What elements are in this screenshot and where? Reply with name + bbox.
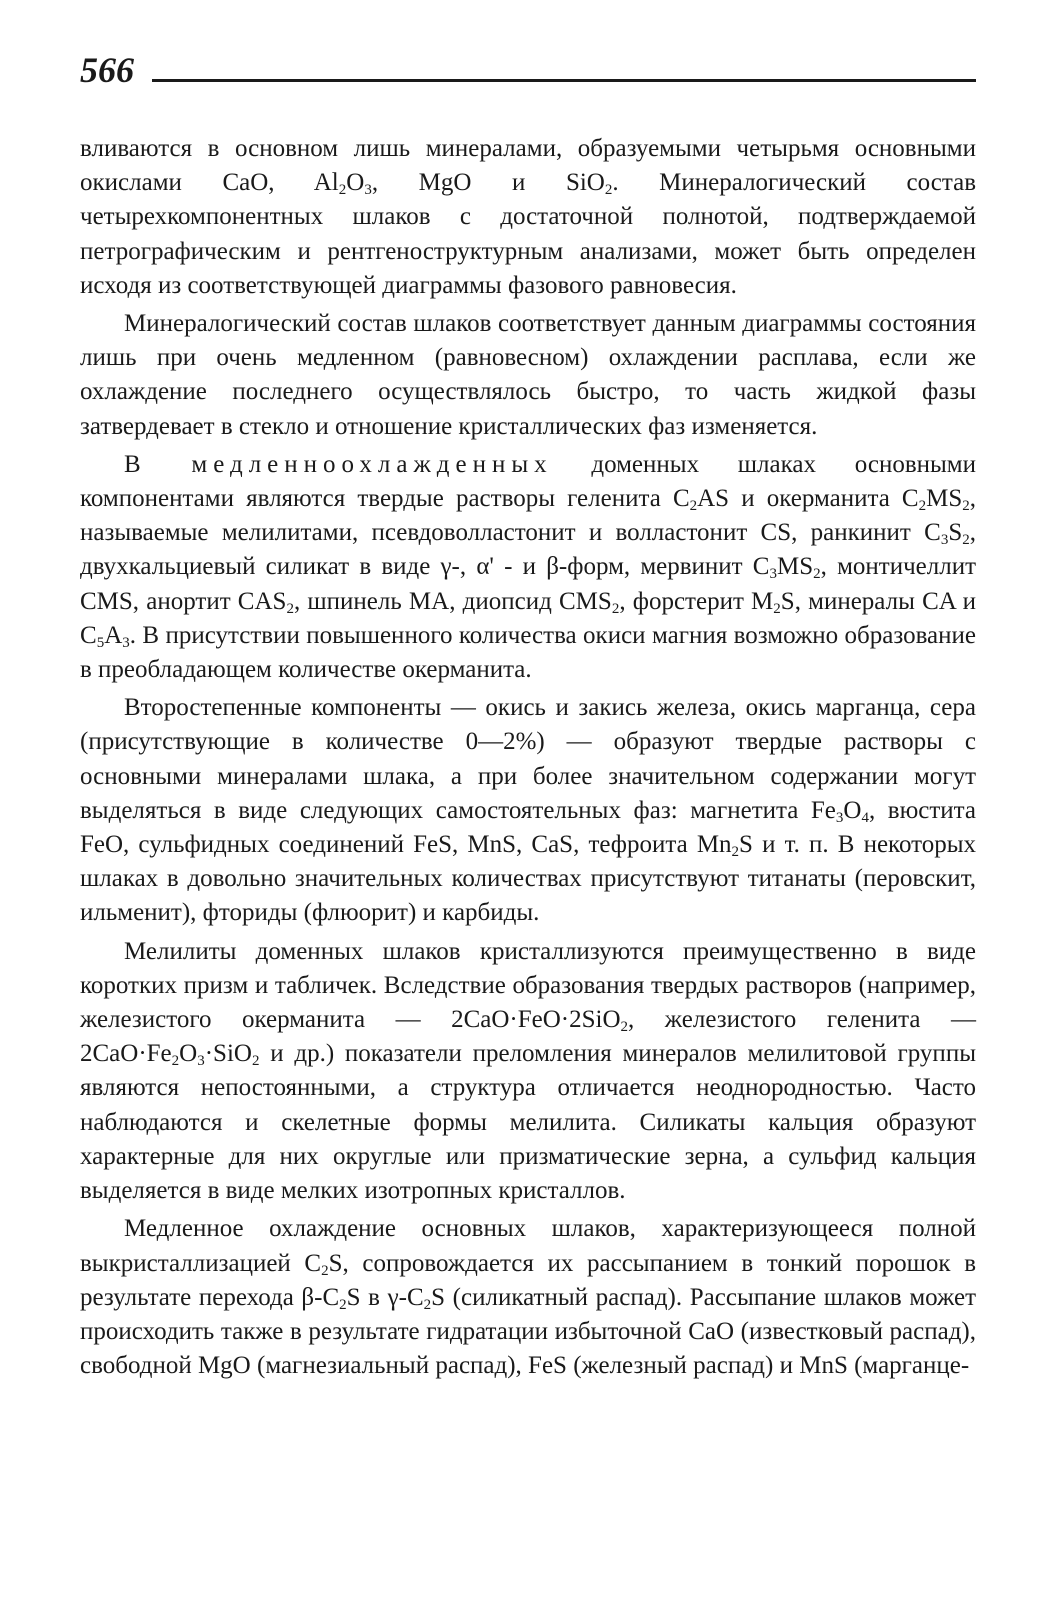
- text-run: , двухкальциевый силикат в виде γ-, α' - и β-форм, мервинит C: [80, 519, 976, 581]
- text-run: S и т. п. В некоторых шлаках в довольно значительных количествах присутствуют титанаты (перовскит, ильменит), фториды (флюорит) и карбиды.: [80, 831, 977, 927]
- subscript: 3: [197, 1053, 205, 1070]
- subscript: 2: [962, 531, 970, 548]
- text-run: MS: [776, 553, 814, 581]
- text-run: S: [948, 519, 963, 547]
- subscript: 2: [813, 566, 821, 583]
- text-run: O: [346, 169, 365, 197]
- text-run: Второстепенные компоненты — окись и закись железа, окись марганца, сера (присутствующие в количестве 0—2%) — образуют твердые растворы с основными минералами шлака, а при более значительном содержании могут выделяться в виде следующих самостоятельных фаз: магнетита Fe: [80, 694, 976, 824]
- paragraph: [80, 935, 976, 1209]
- subscript: 2: [286, 600, 294, 617]
- text-run: вливаются в основном лишь минералами, образуемыми четырьмя основными окислами CaO, Al: [80, 135, 976, 197]
- text-run: Минералогический состав шлаков соответствует данным диаграммы состояния лишь при очень медленном (равновесном) охлаждении расплава, если же охлаждение последнего осуществлялось быстро, то часть жидкой фазы затвердевает в стекло и отношение кристаллических фаз изменяется.: [80, 310, 976, 440]
- subscript: 3: [835, 809, 844, 826]
- text-run: A: [104, 621, 123, 649]
- subscript: 2: [962, 497, 970, 514]
- subscript: 2: [620, 1018, 629, 1035]
- text-run: MS: [926, 485, 963, 513]
- paragraph: [80, 691, 976, 930]
- text-run: , железистого геленита — 2CaO·Fe: [80, 1006, 977, 1068]
- subscript: 2: [338, 181, 347, 198]
- text-run: O: [843, 796, 862, 824]
- text-run: . В присутствии повышенного количества окиси магния возможно образование в преобладающем количестве окерманита.: [80, 621, 976, 684]
- text-run: , форстерит M: [619, 587, 774, 615]
- subscript: 2: [918, 497, 927, 514]
- paragraph: [80, 448, 976, 687]
- text-run: , шпинель MA, диопсид CMS: [293, 587, 612, 615]
- text-run: и др.) показатели преломления минералов мелилитовой группы являются непостоянными, а структура отличается неоднородностью. Часто наблюдаются и скелетные формы мелилита. Силикаты кальция образуют характерные для них округлые или призматические зерна, а сульфид кальция выделяется в виде мелких изотропных кристаллов.: [80, 1040, 976, 1205]
- subscript: 3: [122, 634, 130, 651]
- text-run: AS и окерманита C: [697, 485, 919, 513]
- text-run: ·SiO: [204, 1040, 252, 1068]
- text-run: , называемые мелилитами, псевдоволластонит и волластонит CS, ранкинит C: [80, 485, 976, 547]
- subscript: 2: [321, 1262, 329, 1279]
- text-run: O: [179, 1040, 198, 1068]
- text-run: Мелилиты доменных шлаков кристаллизуются преимущественно в виде коротких призм и табличек. Вследствие образования твердых растворов (например, железистого окерманита — 2CaO·FeO·2SiO: [80, 937, 976, 1034]
- text-run: , вюстита FeO, сульфидных соединений FeS, MnS, CaS, тефроита Mn: [80, 796, 976, 859]
- subscript: 5: [96, 634, 105, 651]
- text-run: S (силикатный распад). Рассыпание шлаков может происходить также в результате гидратации избыточной CaO (известковый распад), свободной MgO (магнезиальный распад), FeS (железный распад) и MnS (марганце-: [80, 1283, 976, 1380]
- text-run: , MgO и SiO: [371, 169, 605, 197]
- page: [80, 40, 976, 1387]
- subscript: 4: [861, 809, 869, 826]
- subscript: 2: [339, 1296, 347, 1313]
- subscript: 2: [773, 600, 781, 617]
- paragraph: [80, 132, 976, 303]
- subscript: 3: [769, 566, 777, 583]
- header-rule: [152, 79, 976, 82]
- text-run: S, сопровождается их рассыпанием в тонкий порошок в результате перехода β-C: [80, 1249, 976, 1311]
- paragraph: [80, 1212, 976, 1383]
- page-number: 566: [80, 50, 134, 90]
- text-run: , монтичеллит CMS, анортит CAS: [80, 553, 976, 615]
- subscript: 2: [604, 181, 613, 198]
- subscript: 3: [940, 531, 949, 548]
- emphasis-spaced: В медленноохлажденных: [124, 450, 553, 478]
- subscript: 2: [731, 843, 740, 860]
- subscript: 2: [171, 1053, 180, 1070]
- subscript: 3: [364, 181, 372, 198]
- text-run: S, минералы CA и C: [80, 587, 976, 649]
- text-run: доменных шлаках основными компонентами являются твердые растворы геленита C: [80, 450, 976, 513]
- body-text: [80, 132, 976, 1383]
- page-header: [80, 40, 976, 88]
- text-run: S в γ-C: [346, 1283, 424, 1311]
- subscript: 2: [611, 600, 620, 617]
- subscript: 2: [689, 497, 698, 514]
- subscript: 2: [251, 1053, 260, 1070]
- paragraph: [80, 307, 976, 444]
- text-run: Медленное охлаждение основных шлаков, характеризующееся полной выкристаллизацией C: [80, 1215, 976, 1277]
- text-run: . Минералогический состав четырехкомпонентных шлаков с достаточной полнотой, подтверждаемой петрографическим и рентгеноструктурным анализами, может быть определен исходя из соответствующей диаграммы фазового равновесия.: [80, 169, 977, 299]
- subscript: 2: [423, 1296, 432, 1313]
